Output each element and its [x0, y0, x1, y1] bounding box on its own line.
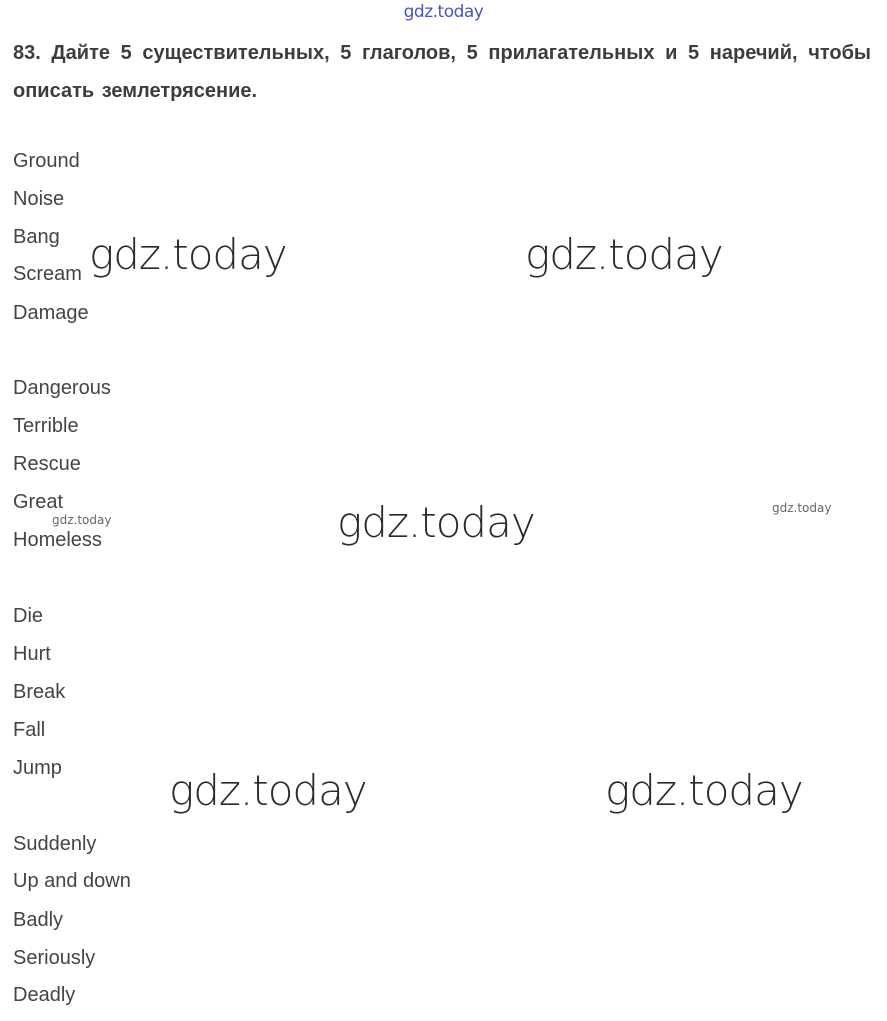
- word-item: Ground: [13, 150, 80, 172]
- word-item: Scream: [13, 263, 82, 285]
- word-item: Fall: [13, 719, 46, 741]
- word-item: Bang: [13, 226, 60, 248]
- watermark-large: gdz.today: [169, 766, 367, 815]
- word-item: Dangerous: [13, 377, 111, 399]
- top-watermark: gdz.today: [403, 2, 484, 22]
- word-item: Up and down: [13, 870, 131, 892]
- word-item: Seriously: [13, 947, 96, 969]
- watermark-small: gdz.today: [772, 501, 832, 515]
- word-item: Terrible: [13, 415, 79, 437]
- word-item: Damage: [13, 302, 89, 324]
- word-item: Die: [13, 605, 44, 627]
- word-item: Rescue: [13, 453, 81, 475]
- watermark-large: gdz.today: [605, 766, 803, 815]
- watermark-large: gdz.today: [89, 230, 287, 279]
- word-item: Great: [13, 491, 64, 513]
- word-item: Jump: [13, 757, 62, 779]
- word-item: Deadly: [13, 984, 76, 1006]
- word-item: Suddenly: [13, 833, 97, 855]
- word-item: Homeless: [13, 529, 102, 551]
- word-item: Break: [13, 681, 66, 703]
- word-item: Noise: [13, 188, 65, 210]
- watermark-small: gdz.today: [52, 513, 112, 527]
- word-item: Badly: [13, 909, 64, 931]
- watermark-large: gdz.today: [525, 230, 723, 279]
- watermark-large: gdz.today: [337, 498, 535, 547]
- word-item: Hurt: [13, 643, 51, 665]
- task-heading: 83. Дайте 5 существительных, 5 глаголов, 5 прилагательных и 5 наречий, чтобы описать землетрясение.: [13, 42, 871, 102]
